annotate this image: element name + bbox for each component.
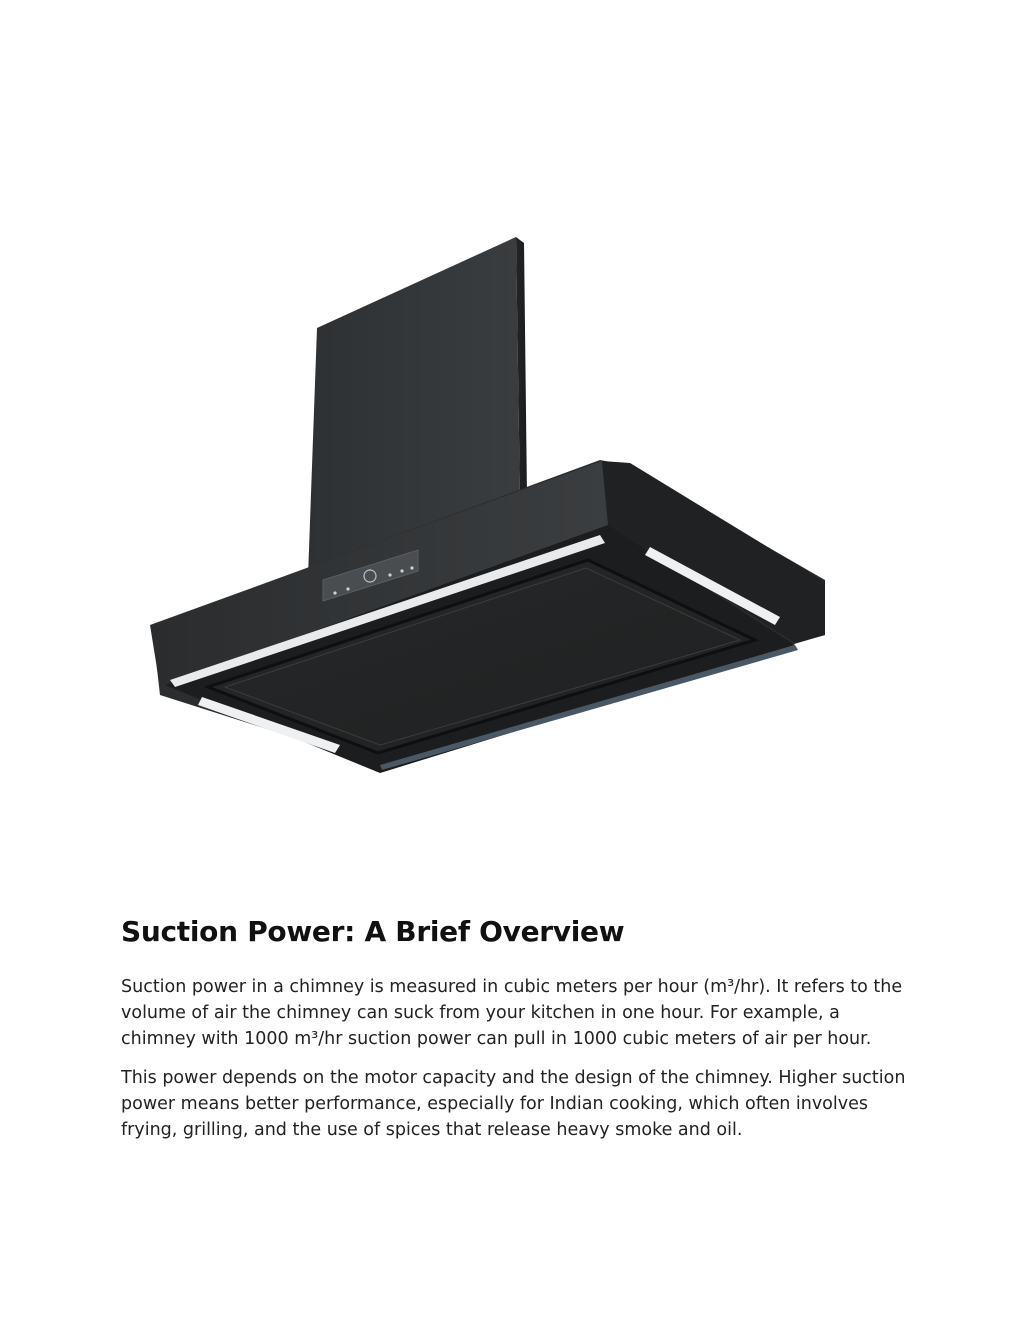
article-heading: Suction Power: A Brief Overview — [121, 915, 625, 948]
article-paragraph: Suction power in a chimney is measured in cubic meters per hour (m³/hr). It refers to the volume of air the chimney can suck from your kitchen in one hour. For example, a chimney with 1000 m³/hr suction power can pull in 1000 cubic meters of air per hour. — [121, 977, 903, 1049]
chimney-hood-image — [130, 225, 840, 785]
article — [121, 912, 911, 1156]
article-paragraph: This power depends on the motor capacity and the design of the chimney. Higher suction power means better performance, especially for Indian cooking, which often involves frying, grilling, and the use of spices that release heavy smoke and oil. — [121, 1068, 906, 1140]
